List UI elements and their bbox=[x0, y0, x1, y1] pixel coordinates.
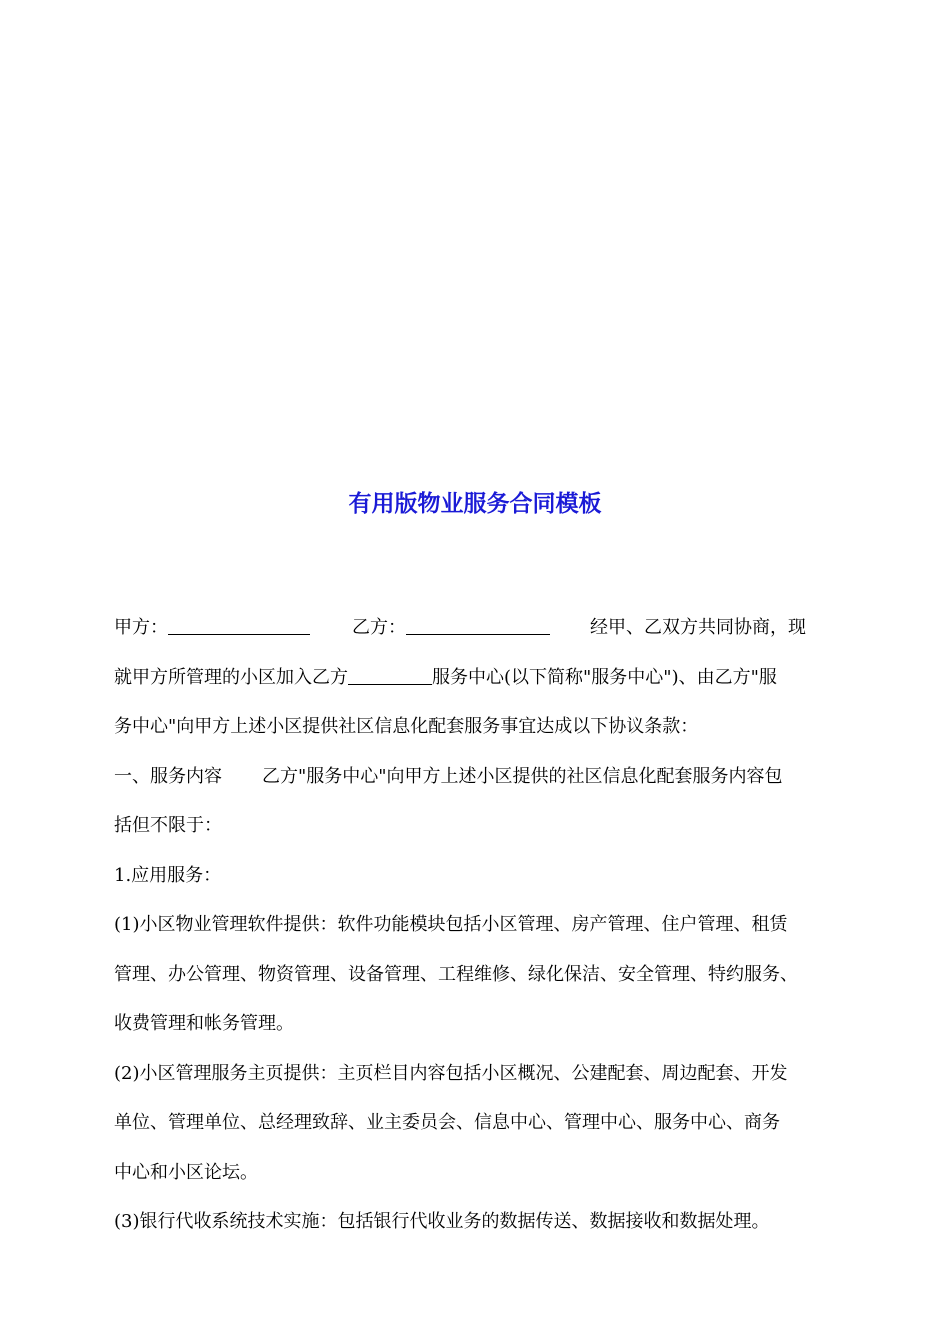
document-body bbox=[114, 603, 844, 1247]
section-1-line bbox=[114, 752, 844, 802]
item-1-heading: 1.应用服务： bbox=[114, 864, 222, 886]
section-1-intro: 乙方"服务中心"向甲方上述小区提供的社区信息化配套服务内容包 bbox=[262, 765, 783, 787]
item-1-3-line-a: (3)银行代收系统技术实施：包括银行代收业务的数据传送、数据接收和数据处理。 bbox=[114, 1211, 770, 1232]
party-b-blank bbox=[406, 614, 550, 635]
service-center-blank bbox=[348, 664, 432, 685]
party-a-label: 甲方： bbox=[114, 617, 168, 638]
document-title: 有用版物业服务合同模板 bbox=[348, 491, 602, 517]
section-1-intro-cont: 括但不限于： bbox=[114, 815, 222, 836]
section-1-heading: 一、服务内容 bbox=[114, 765, 222, 787]
parties-line bbox=[114, 603, 844, 653]
item-1-1-line-b: 管理、办公管理、物资管理、设备管理、工程维修、绿化保洁、安全管理、特约服务、 bbox=[114, 963, 798, 985]
item-1-1-line-c: 收费管理和帐务管理。 bbox=[114, 1013, 294, 1034]
party-a-blank bbox=[168, 614, 310, 635]
preamble-line-3: 务中心"向甲方上述小区提供社区信息化配套服务事宜达成以下协议条款： bbox=[114, 716, 699, 737]
item-1-2-line-c: 中心和小区论坛。 bbox=[114, 1161, 258, 1183]
preamble-start: 经甲、乙双方共同协商，现 bbox=[590, 617, 806, 638]
item-1-1-line-a: (1)小区物业管理软件提供：软件功能模块包括小区管理、房产管理、住户管理、租赁 bbox=[114, 914, 788, 935]
preamble-line-2-tail: 服务中心(以下简称"服务中心")、由乙方"服 bbox=[432, 666, 777, 688]
preamble-line-2 bbox=[114, 653, 844, 703]
preamble-line-2-head: 就甲方所管理的小区加入乙方 bbox=[114, 666, 348, 688]
party-b-label: 乙方： bbox=[352, 617, 406, 638]
item-1-2-line-b: 单位、管理单位、总经理致辞、业主委员会、信息中心、管理中心、服务中心、商务 bbox=[114, 1112, 780, 1133]
item-1-2-line-a: (2)小区管理服务主页提供：主页栏目内容包括小区概况、公建配套、周边配套、开发 bbox=[114, 1062, 788, 1084]
